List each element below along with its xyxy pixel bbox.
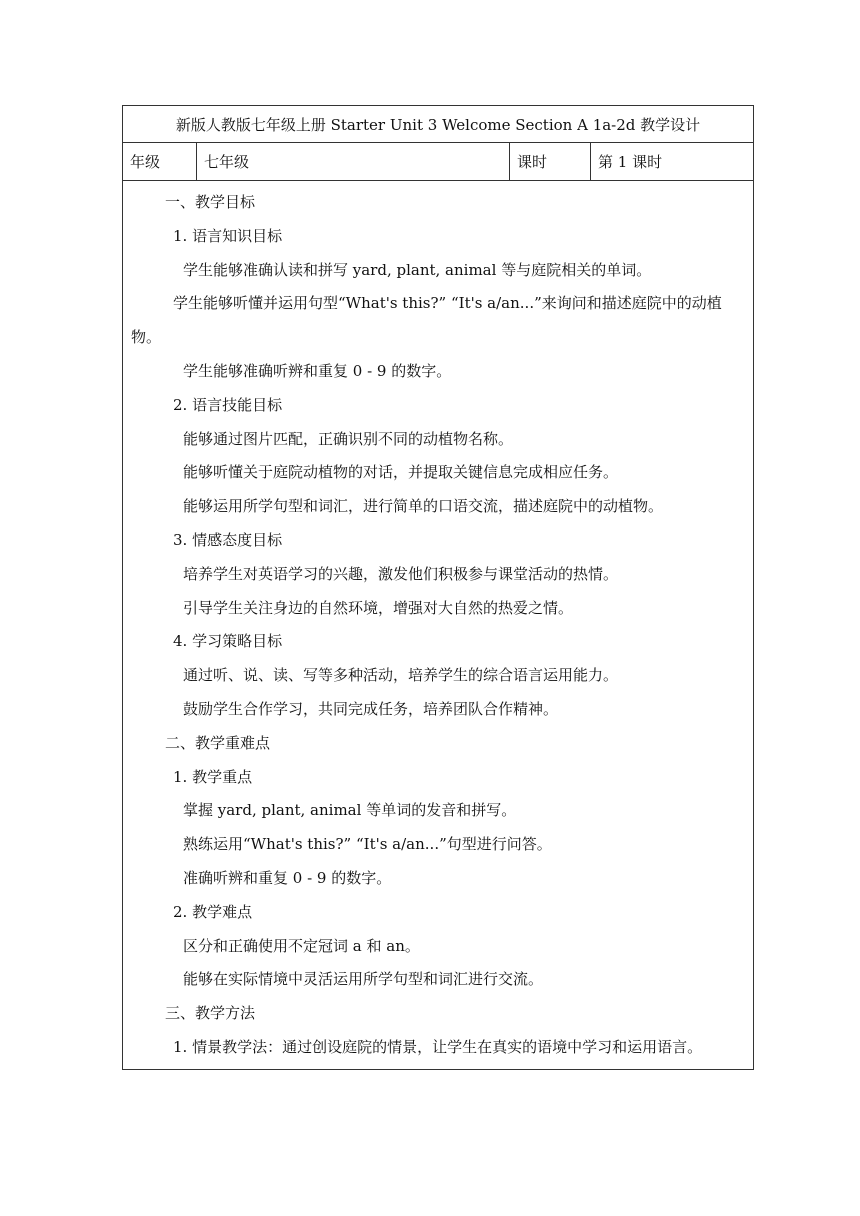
content-paragraph: 通过听、说、读、写等多种活动，培养学生的综合语言运用能力。 xyxy=(183,666,619,685)
content-paragraph: 鼓励学生合作学习，共同完成任务，培养团队合作精神。 xyxy=(183,699,559,718)
lesson-plan-table xyxy=(122,105,754,1070)
content-paragraph: 1. 语言知识目标 xyxy=(173,226,283,245)
period-value: 第 1 课时 xyxy=(591,143,754,181)
period-label: 课时 xyxy=(510,143,591,181)
content-paragraph: 学生能够准确听辨和重复 0 - 9 的数字。 xyxy=(183,361,452,380)
content-paragraph: 能够听懂关于庭院动植物的对话，并提取关键信息完成相应任务。 xyxy=(183,463,619,482)
content-paragraph: 能够在实际情境中灵活运用所学句型和词汇进行交流。 xyxy=(183,970,544,989)
content-paragraph: 学生能够听懂并运用句型“What's this?” “It's a/an...”来询问和描述庭院中的动植物。 xyxy=(131,294,722,347)
content-paragraph: 熟练运用“What's this?” “It's a/an...”句型进行问答。 xyxy=(183,835,552,854)
content-paragraph: 2. 教学难点 xyxy=(173,902,253,921)
content-paragraph: 准确听辨和重复 0 - 9 的数字。 xyxy=(183,868,392,887)
content-paragraph: 二、教学重难点 xyxy=(165,733,271,752)
content-paragraph: 一、教学目标 xyxy=(165,193,256,211)
grade-value: 七年级 xyxy=(197,143,510,181)
content-paragraph: 区分和正确使用不定冠词 a 和 an。 xyxy=(183,936,420,955)
content-paragraph: 1. 教学重点 xyxy=(173,767,253,786)
content-paragraph: 学生能够准确认读和拼写 yard, plant, animal 等与庭院相关的单词。 xyxy=(183,260,652,279)
content-paragraph: 能够运用所学句型和词汇，进行简单的口语交流，描述庭院中的动植物。 xyxy=(183,497,664,516)
content-paragraph: 掌握 yard, plant, animal 等单词的发音和拼写。 xyxy=(183,801,517,820)
content-paragraph: 2. 语言技能目标 xyxy=(173,395,283,414)
content-paragraph: 能够通过图片匹配，正确识别不同的动植物名称。 xyxy=(183,429,514,448)
info-row xyxy=(123,143,754,181)
content-paragraph: 1. 情景教学法：通过创设庭院的情景，让学生在真实的语境中学习和运用语言。 xyxy=(173,1037,703,1056)
content-paragraph: 3. 情感态度目标 xyxy=(173,530,283,549)
grade-label: 年级 xyxy=(123,143,197,181)
content-paragraph: 培养学生对英语学习的兴趣，激发他们积极参与课堂活动的热情。 xyxy=(183,564,619,583)
document-title: 新版人教版七年级上册 Starter Unit 3 Welcome Section A 1a-2d 教学设计 xyxy=(123,106,754,143)
content-paragraph: 4. 学习策略目标 xyxy=(173,632,283,651)
content-paragraph: 引导学生关注身边的自然环境，增强对大自然的热爱之情。 xyxy=(183,598,574,617)
content-paragraph: 三、教学方法 xyxy=(165,1004,256,1023)
content-cell xyxy=(123,181,754,1070)
